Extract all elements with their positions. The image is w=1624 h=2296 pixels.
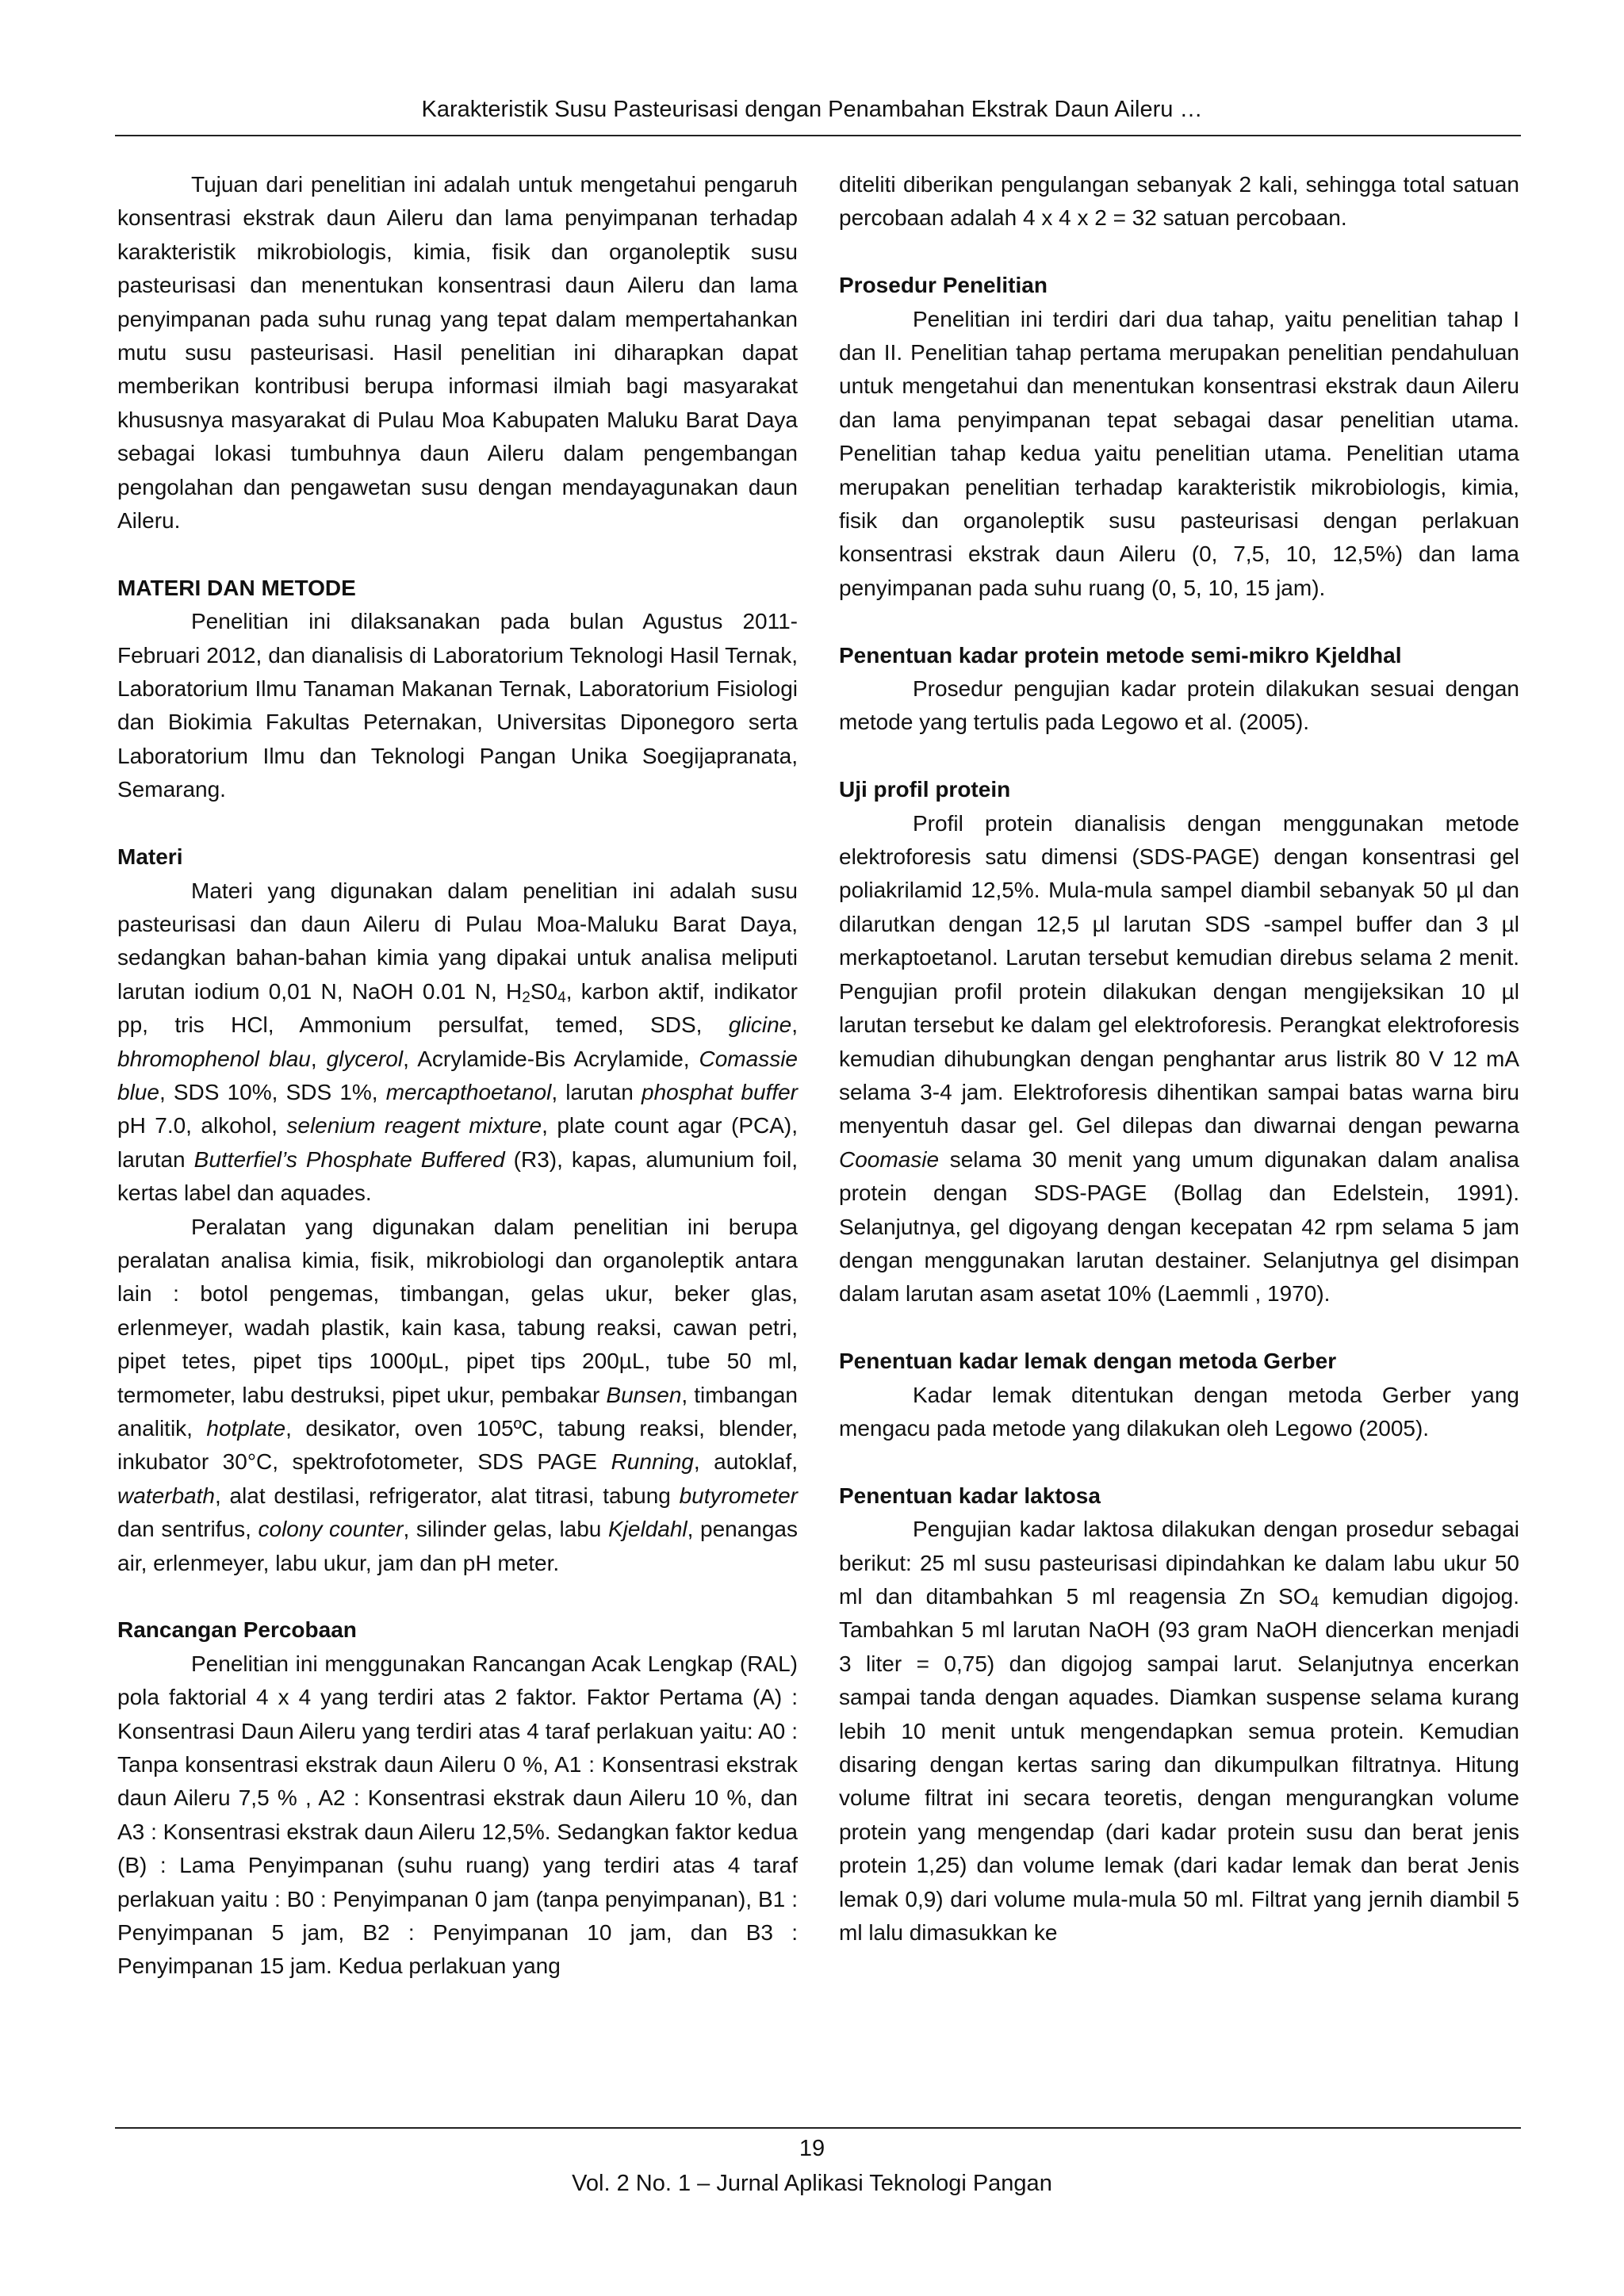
- subsection-heading-kadar-protein: Penentuan kadar protein metode semi-mikro Kjeldhal: [839, 642, 1402, 668]
- subsection-heading-kadar-laktosa: Penentuan kadar laktosa: [839, 1483, 1101, 1508]
- subsection-heading-kadar-lemak: Penentuan kadar lemak dengan metoda Gerber: [839, 1349, 1337, 1374]
- rancangan-paragraph: Penelitian ini menggunakan Rancangan Acak Lengkap (RAL) pola faktorial 4 x 4 yang terdiri atas 2 faktor. Faktor Pertama (A) : Konsentrasi Daun Aileru yang terdiri atas 4 taraf perlakuan yaitu: A0 : Tanpa konsentrasi ekstrak daun Aileru 0 %, A1 : Konsentrasi ekstrak daun Aileru 7,5 % , A2 : Konsentrasi ekstrak daun Aileru 10 %, dan A3 : Konsentrasi ekstrak daun Aileru 12,5%. Sedangkan faktor kedua (B) : Lama Penyimpanan (suhu ruang) yang terdiri atas 4 taraf perlakuan yaitu : B0 : Penyimpanan 0 jam (tanpa penyimpanan), B1 : Penyimpanan 5 jam, B2 : Penyimpanan 10 jam, dan B3 : Penyimpanan 15 jam. Kedua perlakuan yang: [117, 1651, 798, 1979]
- subsection-heading-prosedur-penelitian: Prosedur Penelitian: [839, 273, 1048, 298]
- page-number: 19: [799, 2136, 825, 2161]
- footer-rule: [115, 2127, 1521, 2129]
- materi-metode-paragraph: Penelitian ini dilaksanakan pada bulan Agustus 2011-Februari 2012, dan dianalisis di Laboratorium Teknologi Hasil Ternak, Laboratorium Ilmu Tanaman Makanan Ternak, Laboratorium Fisiologi dan Biokimia Fakultas Peternakan, Universitas Diponegoro serta Laboratorium Ilmu dan Teknologi Pangan Unika Soegijapranata, Semarang.: [117, 609, 798, 802]
- kadar-lemak-paragraph: Kadar lemak ditentukan dengan metoda Gerber yang mengacu pada metode yang dilakukan oleh Legowo (2005).: [839, 1382, 1519, 1441]
- section-heading-materi-dan-metode: MATERI DAN METODE: [117, 575, 356, 600]
- prosedur-paragraph: Penelitian ini terdiri dari dua tahap, yaitu penelitian tahap I dan II. Penelitian tahap pertama merupakan penelitian pendahuluan untuk mengetahui dan menentukan konsentrasi ekstrak daun Aileru dan lama penyimpanan tepat sebagai dasar penelitian utama. Penelitian tahap kedua yaitu penelitian utama. Penelitian utama merupakan penelitian terhadap karakteristik mikrobiologis, kimia, fisik dan organoleptik susu pasteurisasi dengan perlakuan konsentrasi ekstrak daun Aileru (0, 7,5, 10, 12,5%) dan lama penyimpanan pada suhu ruang (0, 5, 10, 15 jam).: [839, 306, 1519, 600]
- kadar-protein-paragraph: Prosedur pengujian kadar protein dilakukan sesuai dengan metode yang tertulis pada Legowo et al. (2005).: [839, 676, 1519, 735]
- materi-paragraph-1: Materi yang digunakan dalam penelitian ini adalah susu pasteurisasi dan daun Aileru di Pulau Moa-Maluku Barat Daya, sedangkan bahan-bahan kimia yang dipakai untuk analisa meliputi larutan iodium 0,01 N, NaOH 0.01 N, $H_2S0_4$, karbon aktif, indikator pp, tris HCl, Ammonium persulfat, temed, SDS, glicine, bhromophenol blau, glycerol, Acrylamide-Bis Acrylamide, Comassie blue, SDS 10%, SDS 1%, mercapthoetanol, larutan phosphat buffer pH 7.0, alkohol, selenium reagent mixture, plate count agar (PCA), larutan Butterfiel’s Phosphate Buffered (R3), kapas, alumunium foil, kertas label dan aquades.: [117, 878, 799, 1206]
- subsection-heading-profil-protein: Uji profil protein: [839, 777, 1011, 802]
- kadar-laktosa-paragraph: Pengujian kadar laktosa dilakukan dengan prosedur sebagai berikut: 25 ml susu pasteurisasi dipindahkan ke dalam labu ukur 50 ml dan ditambahkan 5 ml reagensia Zn $SO_4$ kemudian digojog. Tambahkan 5 ml larutan NaOH (93 gram NaOH diencerkan menjadi 3 liter = 0,75) dan digojog sampai larut. Selanjutnya encerkan sampai tanda dengan aquades. Diamkan suspense selama kurang lebih 10 menit untuk mengendapkan semua protein. Kemudian disaring dengan kertas saring dan dikumpulkan filtratnya. Hitung volume filtrat ini secara teoretis, dengan mengurangkan volume protein yang mengendap (dari kadar protein susu dan berat jenis protein 1,25) dan volume lemak (dari kadar lemak dan berat Jenis lemak 0,9) dari volume mula-mula 50 ml. Filtrat yang jernih diambil 5 ml lalu dimasukkan ke: [839, 1517, 1519, 1946]
- running-header: Karakteristik Susu Pasteurisasi dengan Penambahan Ekstrak Daun Aileru …: [421, 97, 1203, 122]
- header-rule: [115, 135, 1521, 136]
- subsection-heading-materi: Materi: [117, 844, 183, 870]
- continuation-paragraph: diteliti diberikan pengulangan sebanyak 2 kali, sehingga total satuan percobaan adalah 4 x 4 x 2 = 32 satuan percobaan.: [839, 172, 1519, 231]
- materi-paragraph-2: Peralatan yang digunakan dalam penelitian ini berupa peralatan analisa kimia, fisik, mikrobiologi dan organoleptik antara lain : botol pengemas, timbangan, gelas ukur, beker glas, erlenmeyer, wadah plastik, kain kasa, tabung reaksi, cawan petri, pipet tetes, pipet tips 1000µL, pipet tips 200µL, tube 50 ml, termometer, labu destruksi, pipet ukur, pembakar Bunsen, timbangan analitik, hotplate, desikator, oven 105ºC, tabung reaksi, blender, inkubator 30°C, spektrofotometer, SDS PAGE Running, autoklaf, waterbath, alat destilasi, refrigerator, alat titrasi, tabung butyrometer dan sentrifus, colony counter, silinder gelas, labu Kjeldahl, penangas air, erlenmeyer, labu ukur, jam dan pH meter.: [117, 1214, 799, 1575]
- left-column: [117, 168, 798, 1984]
- right-column: [839, 168, 1519, 1950]
- journal-footer: Vol. 2 No. 1 – Jurnal Aplikasi Teknologi Pangan: [572, 2171, 1052, 2196]
- subsection-heading-rancangan-percobaan: Rancangan Percobaan: [117, 1617, 357, 1643]
- intro-paragraph: Tujuan dari penelitian ini adalah untuk mengetahui pengaruh konsentrasi ekstrak daun Aileru dan lama penyimpanan terhadap karakteristik mikrobiologis, kimia, fisik dan organoleptik susu pasteurisasi dan menentukan konsentrasi daun Aileru dan lama penyimpanan pada suhu runag yang tepat dalam mempertahankan mutu susu pasteurisasi. Hasil penelitian ini diharapkan dapat memberikan kontribusi berupa informasi ilmiah bagi masyarakat khususnya masyarakat di Pulau Moa Kabupaten Maluku Barat Daya sebagai lokasi tumbuhnya daun Aileru dalam pengembangan pengolahan dan pengawetan susu dengan mendayagunakan daun Aileru.: [117, 172, 798, 534]
- profil-protein-paragraph: Profil protein dianalisis dengan menggunakan metode elektroforesis satu dimensi (SDS-PAGE) dengan konsentrasi gel poliakrilamid 12,5%. Mula-mula sampel diambil sebanyak 50 µl dan dilarutkan dengan 12,5 µl larutan SDS -sampel buffer dan 3 µl merkaptoetanol. Larutan tersebut kemudian direbus selama 2 menit. Pengujian profil protein dilakukan dengan mengijeksikan 10 µl larutan tersebut ke dalam gel elektroforesis. Perangkat elektroforesis kemudian dihubungkan dengan penghantar arus listrik 80 V 12 mA selama 3-4 jam. Elektroforesis dihentikan sampai batas warna biru menyentuh dasar gel. Gel dilepas dan diwarnai dengan pewarna Coomasie selama 30 menit yang umum digunakan dalam analisa protein dengan SDS-PAGE (Bollag dan Edelstein, 1991). Selanjutnya, gel digoyang dengan kecepatan 42 rpm selama 5 jam dengan menggunakan larutan destainer. Selanjutnya gel disimpan dalam larutan asam asetat 10% (Laemmli , 1970).: [839, 810, 1519, 1307]
